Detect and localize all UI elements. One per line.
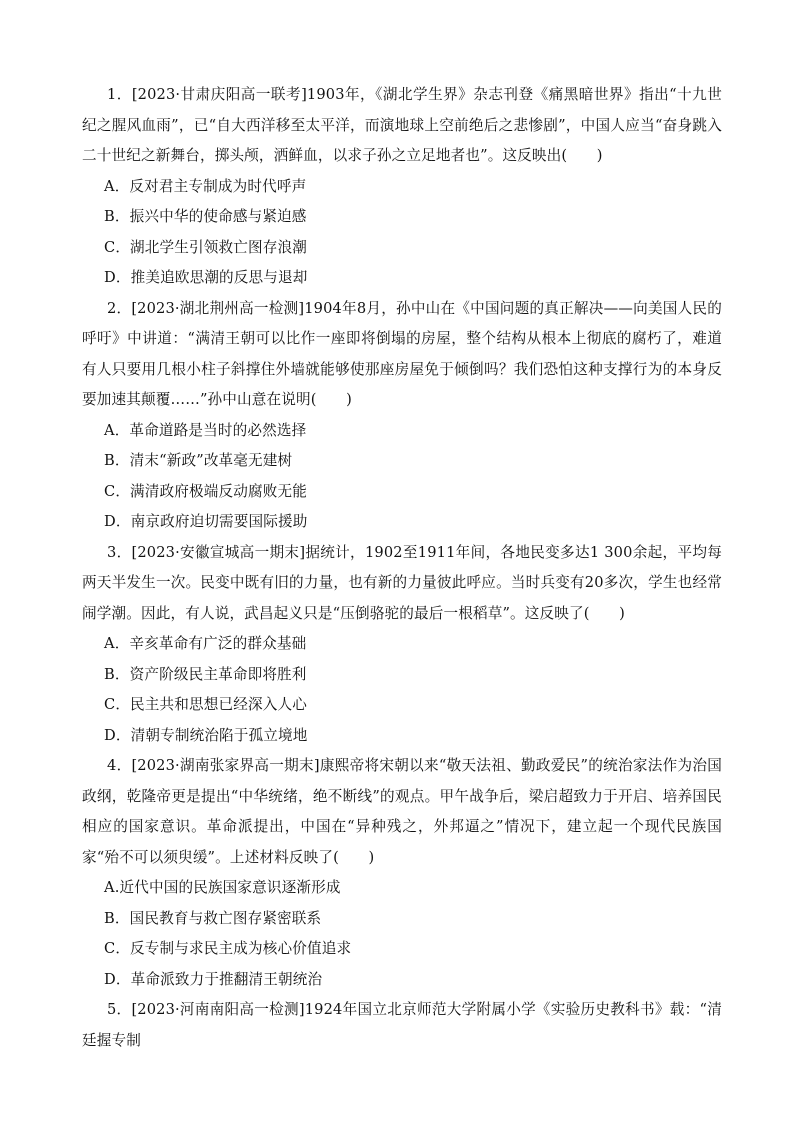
question-number: 5．: [107, 1001, 132, 1018]
option-b: B．清末“新政”改革毫无建树: [104, 452, 293, 469]
question-source: [2023·湖南张家界高一期末]: [131, 757, 320, 774]
question-5: [82, 995, 722, 1056]
question-number: 4．: [107, 757, 132, 774]
question-text: 1904年8月，孙中山在《中国问题的真正解决——向美国人民的呼吁》中讲道：“满清王朝可以比作一座即将倒塌的房屋，整个结构从根本上彻底的腐朽了，难道有人只要用几根小柱子斜撑住外墙就能够使那座房屋免于倾倒吗？我们恐怕这种支撑行为的本身反要加速其颠覆……”孙中山意在说明: [82, 299, 722, 408]
question-3: [82, 538, 722, 752]
option-list: [82, 416, 722, 538]
answer-blank: ( ): [310, 391, 352, 408]
answer-blank: ( ): [333, 848, 375, 866]
question-number: 3．: [107, 543, 132, 561]
question-source: [2023·甘肃庆阳高一联考]: [131, 86, 307, 103]
question-source: [2023·河南南阳高一检测]: [131, 1001, 305, 1018]
option-a: A．革命道路是当时的必然选择: [104, 421, 307, 439]
question-stem: [82, 751, 722, 873]
option-d: D．推美追欧思潮的反思与退却: [104, 269, 308, 286]
answer-blank: ( ): [561, 147, 603, 164]
option-a: A．反对君主专制成为时代呼声: [104, 177, 307, 195]
question-text: 1903年，《湖北学生界》杂志刊登《痛黑暗世界》指出“十九世纪之腥风血雨”，已“自大西洋移至太平洋，而演地球上空前绝后之悲惨剧”，中国人应当“奋身跳入二十世纪之新舞台，掷头颅，洒鲜血，以求子孙之立足地者也”。这反映出: [82, 86, 722, 164]
option-list: [82, 629, 722, 751]
option-b: B．资产阶级民主革命即将胜利: [104, 665, 307, 683]
option-d: D．革命派致力于推翻清王朝统治: [104, 970, 323, 988]
option-c: C．湖北学生引领救亡图存浪潮: [104, 238, 307, 256]
question-2: [82, 294, 722, 538]
question-text: 据统计，1902至1911年间，各地民变多达1 300余起，平均每两天半发生一次。民变中既有旧的力量，也有新的力量彼此呼应。当时兵变有20多次，学生也经常闹学潮。因此，有人说，武昌起义只是“压倒骆驼的最后一根稻草”。这反映了: [82, 543, 723, 622]
option-b: B．振兴中华的使命感与紧迫感: [104, 208, 307, 225]
option-c: C．反专制与求民主成为核心价值追求: [104, 940, 352, 957]
question-source: [2023·安徽宣城高一期末]: [131, 543, 306, 561]
question-number: 2．: [107, 299, 132, 317]
question-number: 1．: [107, 86, 132, 103]
option-c: C．满清政府极端反动腐败无能: [104, 482, 307, 500]
question-4: [82, 751, 722, 995]
question-stem: [82, 995, 722, 1056]
question-stem: [82, 294, 722, 416]
question-1: [82, 80, 722, 294]
question-source: [2023·湖北荆州高一检测]: [131, 299, 305, 317]
answer-blank: ( ): [583, 604, 625, 622]
option-list: [82, 172, 722, 294]
question-stem: [82, 80, 722, 172]
option-a: A．辛亥革命有广泛的群众基础: [104, 635, 307, 652]
question-text: 康熙帝将宋朝以来“敬天法祖、勤政爱民”的统治家法作为治国政纲，乾隆帝更是提出“中华统绪，绝不断线”的观点。甲午战争后，梁启超致力于开启、培养国民相应的国家意识。革命派提出，中国在“异种残之，外邦逼之”情况下，建立起一个现代民族国家“殆不可以须臾缓”。上述材料反映了: [82, 757, 722, 866]
option-c: C．民主共和思想已经深入人心: [104, 696, 307, 713]
option-a: A.近代中国的民族国家意识逐渐形成: [104, 879, 341, 896]
option-b: B．国民教育与救亡图存紧密联系: [104, 909, 322, 927]
question-stem: [82, 538, 722, 630]
option-d: D．南京政府迫切需要国际援助: [104, 513, 308, 530]
option-list: [82, 873, 722, 995]
option-d: D．清朝专制统治陷于孤立境地: [104, 726, 308, 744]
question-text: 1924年国立北京师范大学附属小学《实验历史教科书》载：“清廷握专制: [82, 1001, 722, 1049]
